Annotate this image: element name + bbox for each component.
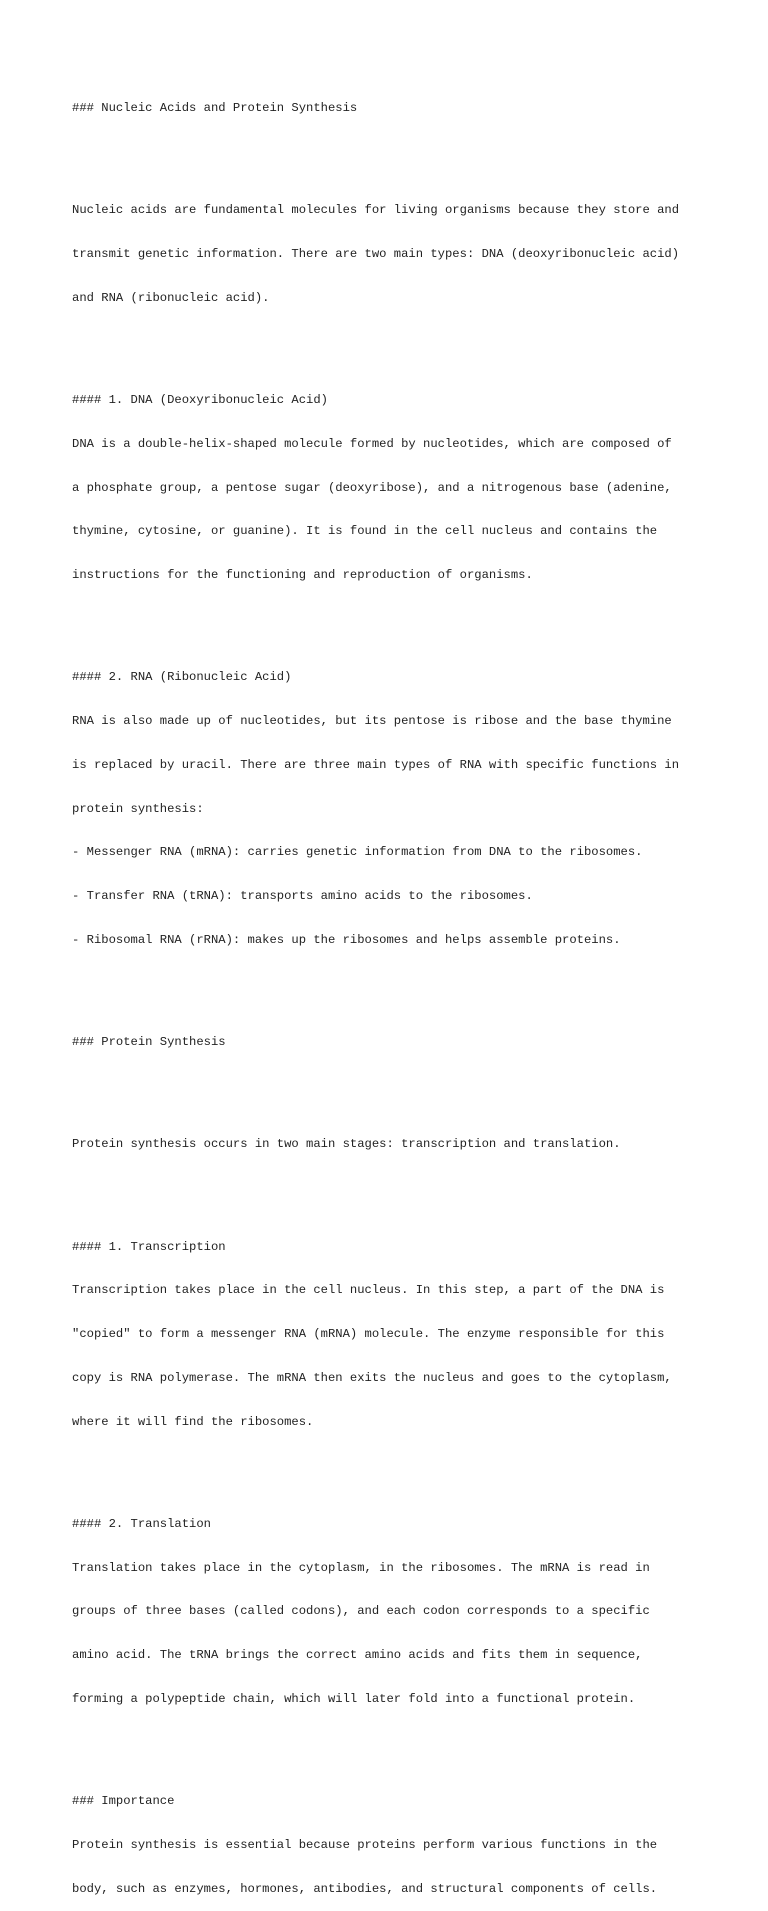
importance-text-line: Protein synthesis is essential because proteins perform various functions in the	[72, 1837, 658, 1852]
translation-text-line: groups of three bases (called codons), and each codon corresponds to a specific	[72, 1604, 650, 1619]
intro-line: transmit genetic information. There are two main types: DNA (deoxyribonucleic acid)	[72, 247, 680, 262]
protein-intro-line: Protein synthesis occurs in two main stages: transcription and translation.	[72, 1137, 621, 1152]
heading-translation: #### 2. Translation	[72, 1516, 211, 1531]
translation-text-line: forming a polypeptide chain, which will later fold into a functional protein.	[72, 1691, 636, 1706]
heading-rna: #### 2. RNA (Ribonucleic Acid)	[72, 670, 292, 685]
heading-importance: ### Importance	[72, 1794, 175, 1809]
dna-text-line: thymine, cytosine, or guanine). It is found in the cell nucleus and contains the	[72, 524, 658, 539]
intro-line: Nucleic acids are fundamental molecules for living organisms because they store and	[72, 203, 680, 218]
blank-line	[72, 977, 712, 992]
blank-line	[72, 1079, 712, 1094]
rna-list-item: - Messenger RNA (mRNA): carries genetic information from DNA to the ribosomes.	[72, 845, 643, 860]
dna-text-line: DNA is a double-helix-shaped molecule formed by nucleotides, which are composed of	[72, 436, 672, 451]
heading-transcription: #### 1. Transcription	[72, 1239, 226, 1254]
blank-line	[72, 1736, 712, 1751]
heading-dna: #### 1. DNA (Deoxyribonucleic Acid)	[72, 393, 328, 408]
transcription-text-line: "copied" to form a messenger RNA (mRNA) molecule. The enzyme responsible for this	[72, 1327, 665, 1342]
heading-protein-synthesis: ### Protein Synthesis	[72, 1035, 226, 1050]
transcription-text-line: copy is RNA polymerase. The mRNA then exits the nucleus and goes to the cytoplasm,	[72, 1370, 672, 1385]
dna-text-line: instructions for the functioning and reproduction of organisms.	[72, 568, 533, 583]
intro-line: and RNA (ribonucleic acid).	[72, 290, 270, 305]
translation-text-line: amino acid. The tRNA brings the correct amino acids and fits them in sequence,	[72, 1648, 643, 1663]
transcription-text-line: where it will find the ribosomes.	[72, 1414, 314, 1429]
transcription-text-line: Transcription takes place in the cell nucleus. In this step, a part of the DNA is	[72, 1283, 665, 1298]
blank-line	[72, 1181, 712, 1196]
translation-text-line: Translation takes place in the cytoplasm, in the ribosomes. The mRNA is read in	[72, 1560, 650, 1575]
rna-text-line: RNA is also made up of nucleotides, but its pentose is ribose and the base thymine	[72, 714, 672, 729]
document-page	[72, 72, 712, 1911]
rna-text-line: is replaced by uracil. There are three main types of RNA with specific functions in	[72, 757, 680, 772]
blank-line	[72, 612, 712, 627]
importance-text-line: body, such as enzymes, hormones, antibodies, and structural components of cells.	[72, 1881, 658, 1896]
heading-nucleic-acids: ### Nucleic Acids and Protein Synthesis	[72, 101, 358, 116]
dna-text-line: a phosphate group, a pentose sugar (deoxyribose), and a nitrogenous base (adenine,	[72, 480, 672, 495]
blank-line	[72, 145, 712, 160]
rna-list-item: - Ribosomal RNA (rRNA): makes up the ribosomes and helps assemble proteins.	[72, 933, 621, 948]
rna-list-item: - Transfer RNA (tRNA): transports amino acids to the ribosomes.	[72, 889, 533, 904]
rna-text-line: protein synthesis:	[72, 801, 204, 816]
blank-line	[72, 335, 712, 350]
blank-line	[72, 1458, 712, 1473]
